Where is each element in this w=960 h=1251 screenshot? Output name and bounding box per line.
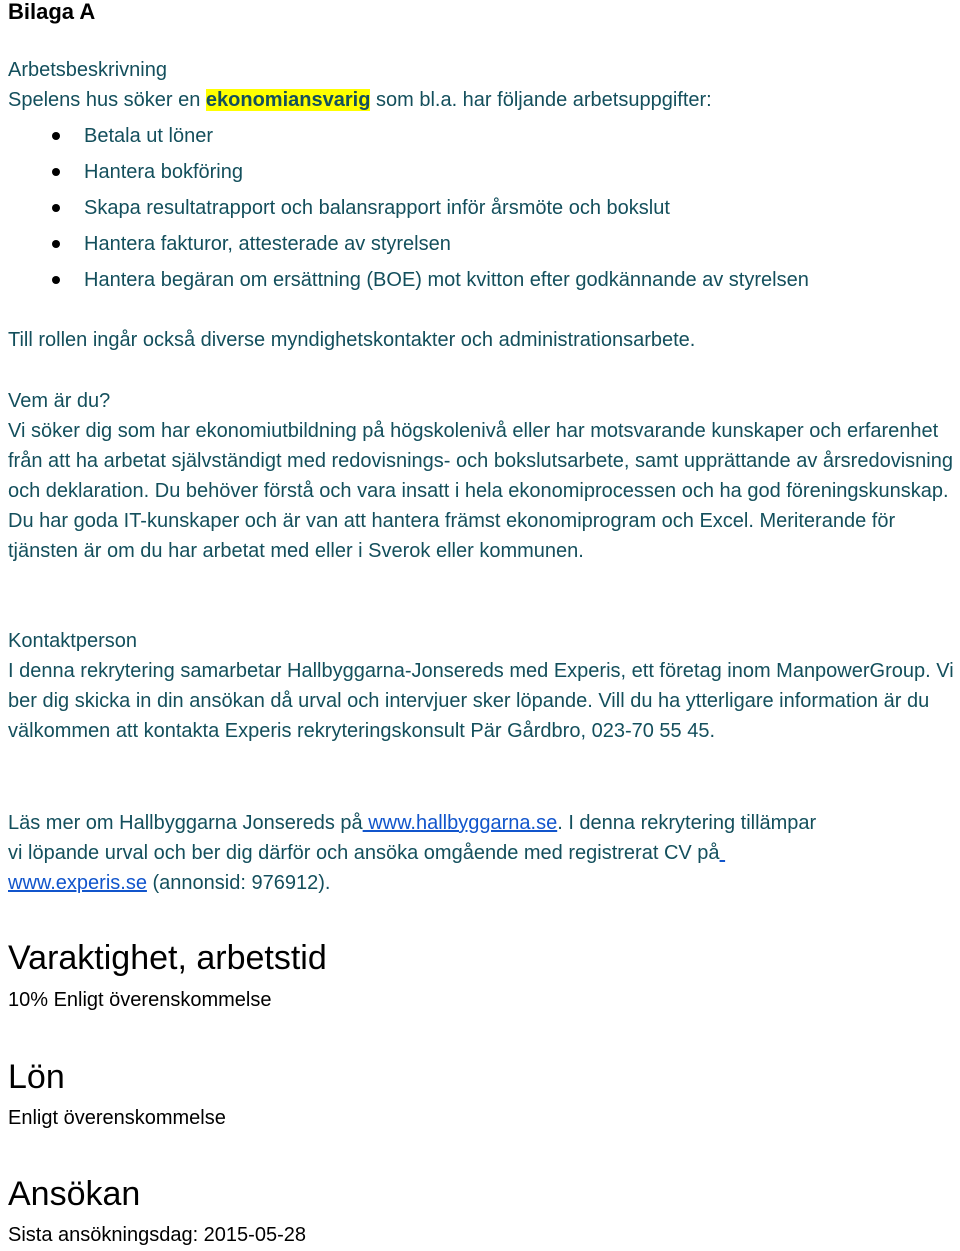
list-item [8,118,958,154]
who-section [8,386,958,566]
salary-title: Lön [8,1058,65,1096]
duration-text: 10% Enligt överenskommelse [8,989,272,1011]
bullet-icon [52,276,60,284]
read-more-text: Läs mer om Hallbyggarna Jonsereds på [8,812,363,834]
duration-section [8,938,958,978]
application-title: Ansökan [8,1175,141,1213]
who-text [8,416,958,566]
list-item [8,226,958,262]
who-title: Vem är du? [8,390,111,412]
list-item [8,154,958,190]
task-list [8,118,958,298]
read-more-line-1 [8,808,958,838]
application-text-block [8,1220,958,1250]
list-item [8,190,958,226]
job-description-section [8,55,958,115]
who-text-part-2: Du har goda IT-kunskaper och är van att hantera främst ekonomiprogram och Excel. Meriterande för tjänsten är om du har arbetat med eller i Sverok eller kommunen. [8,510,896,562]
duration-text-block [8,985,958,1015]
intro-after: som bl.a. har följande arbetsuppgifter: [370,89,712,111]
read-more-text: . I denna rekrytering tillämpar [557,812,817,834]
task-text: Hantera begäran om ersättning (BOE) mot kvitton efter godkännande av styrelsen [84,269,809,291]
intro-before: Spelens hus söker en [8,89,206,111]
bullet-icon [52,240,60,248]
read-more-line-3 [8,868,958,898]
appendix-title: Bilaga A [8,0,96,24]
role-note: Till rollen ingår också diverse myndighetskontakter och administrationsarbete. [8,329,696,351]
job-description-intro [8,85,958,115]
contact-text: I denna rekrytering samarbetar Hallbyggarna-Jonsereds med Experis, ett företag inom ManpowerGroup. Vi ber dig skicka in din ansökan då urval och intervjuer sker löpande. Vill du ha ytterligare information är du välkommen att kontakta Experis rekryteringskonsult Pär Gårdbro, 023-70 55 45. [8,660,954,742]
bullet-icon [52,132,60,140]
read-more-section [8,808,958,898]
contact-section [8,626,958,746]
application-section [8,1174,958,1214]
task-text: Hantera fakturor, attesterade av styrelsen [84,233,451,255]
duration-title: Varaktighet, arbetstid [8,939,327,977]
contact-title: Kontaktperson [8,630,137,652]
hallbyggarna-link[interactable]: www.hallbyggarna.se [362,812,558,834]
salary-section [8,1057,958,1097]
salary-text: Enligt överenskommelse [8,1107,226,1129]
task-text: Skapa resultatrapport och balansrapport inför årsmöte och bokslut [84,197,670,219]
application-deadline: Sista ansökningsdag: 2015-05-28 [8,1224,306,1246]
read-more-line-2 [8,838,958,868]
experis-link[interactable]: www.experis.se [8,872,147,894]
bullet-icon [52,168,60,176]
task-text: Hantera bokföring [84,161,243,183]
bullet-icon [52,204,60,212]
read-more-text: (annonsid: 976912). [146,872,331,894]
intro-highlight: ekonomiansvarig [205,89,371,111]
task-text: Betala ut löner [84,125,213,147]
read-more-text: vi löpande urval och ber dig därför och ansöka omgående med registrerat CV på [8,842,720,864]
who-text-part-1: Vi söker dig som har ekonomiutbildning på högskolenivå eller har motsvarande kunskaper och erfarenhet från att ha arbetat självständigt med redovisnings- och bokslutsarbete, samt upprättande av årsredovisning och deklaration. Du behöver förstå och vara insatt i hela ekonomiprocessen och ha god föreningskunskap. [8,420,953,502]
list-item [8,262,958,298]
experis-link-space[interactable] [720,842,726,864]
salary-text-block [8,1103,958,1133]
role-note-section [8,325,958,355]
task-list-section [8,118,958,298]
job-description-title: Arbetsbeskrivning [8,59,167,81]
